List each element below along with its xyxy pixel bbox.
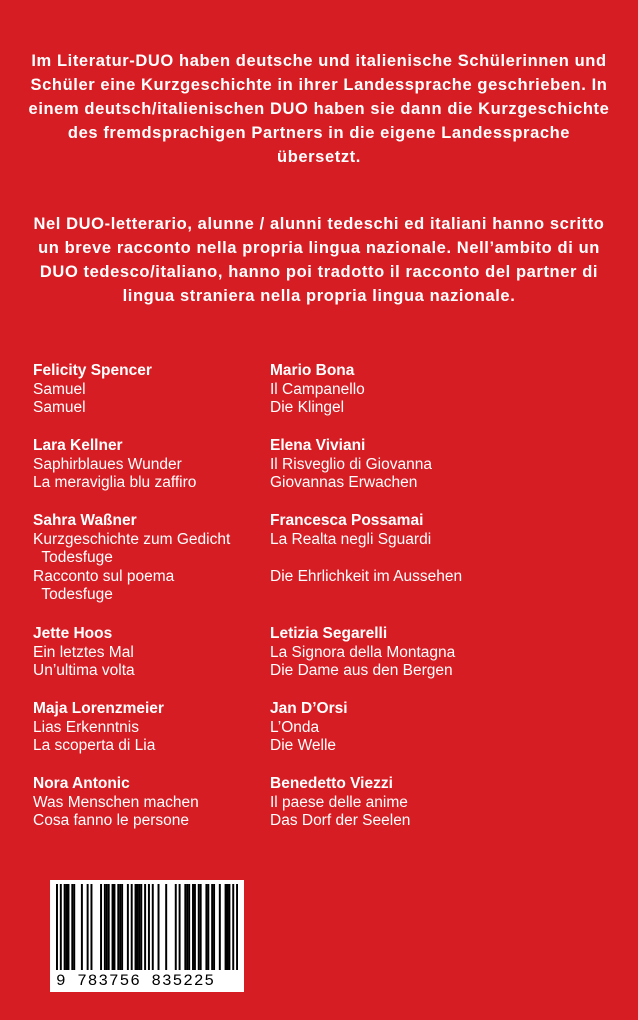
barcode-bar xyxy=(71,884,73,970)
barcode-bar xyxy=(138,884,140,970)
author-name: Sahra Waßner xyxy=(33,512,137,529)
story-title: Ein letztes Mal xyxy=(33,643,134,661)
author-entry xyxy=(270,775,530,850)
barcode-bar xyxy=(108,884,110,970)
intro-german-text: Im Literatur-DUO haben deutsche und italienische Schülerinnen und Schüler eine Kurzgeschichte in ihrer Landessprache geschrieben. In einem deutsch/italienischen DUO haben sie dann die Kurzgeschichte des fremdsprachigen Partners in die eigene Landessprache übersetzt. xyxy=(28,52,610,166)
author-name: Jan D’Orsi xyxy=(270,700,348,717)
barcode-bar xyxy=(67,884,69,970)
intro-italian xyxy=(24,212,614,308)
barcode-bar xyxy=(73,884,75,970)
story-translation-title: Die Dame aus den Bergen xyxy=(270,662,453,679)
intro-italian-text: Nel DUO-letterario, alunne / alunni tedeschi ed italiani hanno scritto un breve racconto nella propria lingua nazionale. Nell’ambito di un DUO tedesco/italiano, hanno poi tradotto il racconto del partner di lingua straniera nella propria lingua nazionale. xyxy=(33,215,605,305)
author-name: Elena Viviani xyxy=(270,437,366,454)
barcode-bar xyxy=(186,884,188,970)
story-translation-title: La meraviglia blu zaffiro xyxy=(33,474,197,491)
author-entry xyxy=(270,625,530,700)
barcode-bars-icon xyxy=(56,884,238,970)
story-title: Samuel xyxy=(33,380,86,398)
author-entry xyxy=(33,775,293,850)
barcode-bar xyxy=(236,884,238,970)
barcode-bar xyxy=(200,884,202,970)
author-name: Letizia Segarelli xyxy=(270,625,388,642)
barcode-bar xyxy=(66,884,68,970)
story-translation-title: Die Welle xyxy=(270,737,337,754)
story-title: Il paese delle anime xyxy=(270,793,408,811)
barcode-bar xyxy=(64,884,66,970)
barcode-bar xyxy=(144,884,146,970)
authors-right-column xyxy=(270,362,530,850)
story-title: La Signora della Montagna xyxy=(270,643,456,661)
barcode-bar xyxy=(192,884,194,970)
story-title: Lias Erkenntnis xyxy=(33,718,139,736)
barcode-bar xyxy=(131,884,133,970)
author-name: Lara Kellner xyxy=(33,437,123,454)
barcode-bar xyxy=(232,884,234,970)
story-title: Kurzgeschichte zum Gedicht Todesfuge xyxy=(33,530,231,566)
barcode-bar xyxy=(188,884,190,970)
author-entry xyxy=(33,362,293,437)
barcode-bar xyxy=(121,884,123,970)
barcode-bar xyxy=(179,884,181,970)
barcode-bar xyxy=(194,884,196,970)
barcode-bar xyxy=(158,884,160,970)
barcode-bar xyxy=(119,884,121,970)
author-entry xyxy=(33,625,293,700)
author-entry xyxy=(33,700,293,775)
barcode-bar xyxy=(207,884,209,970)
barcode-bar xyxy=(104,884,106,970)
barcode-bar xyxy=(140,884,142,970)
author-name: Felicity Spencer xyxy=(33,362,152,379)
barcode-bar xyxy=(228,884,230,970)
author-name: Francesca Possamai xyxy=(270,512,424,529)
story-translation-title: Racconto sul poema Todesfuge xyxy=(33,567,175,603)
barcode-bar xyxy=(127,884,129,970)
barcode-bar xyxy=(227,884,229,970)
barcode-bar xyxy=(148,884,150,970)
barcode-bar xyxy=(135,884,137,970)
barcode-bar xyxy=(112,884,114,970)
story-translation-title: Die Klingel xyxy=(270,399,345,416)
authors-left-column xyxy=(33,362,293,850)
author-entry xyxy=(270,437,530,512)
story-title: Was Menschen machen xyxy=(33,793,199,811)
barcode-bar xyxy=(113,884,115,970)
author-name: Nora Antonic xyxy=(33,775,130,792)
author-entry xyxy=(33,512,293,625)
story-translation-title: Giovannas Erwachen xyxy=(270,474,418,491)
barcode-bar xyxy=(100,884,102,970)
barcode-bar xyxy=(106,884,108,970)
author-entry xyxy=(33,437,293,512)
author-entry xyxy=(270,700,530,775)
story-title: Il Risveglio di Giovanna xyxy=(270,455,432,473)
barcode-bar xyxy=(117,884,119,970)
barcode-bar xyxy=(136,884,138,970)
author-name: Mario Bona xyxy=(270,362,355,379)
intro-german xyxy=(24,49,614,169)
barcode-bar xyxy=(225,884,227,970)
story-title: Il Campanello xyxy=(270,380,365,398)
story-title: La Realta negli Sguardi xyxy=(270,530,432,548)
barcode-bar xyxy=(90,884,92,970)
barcode-bar xyxy=(152,884,154,970)
story-translation-title: Das Dorf der Seelen xyxy=(270,812,411,829)
author-name: Jette Hoos xyxy=(33,625,113,642)
story-title: L’Onda xyxy=(270,718,320,736)
barcode-bar xyxy=(205,884,207,970)
barcode-bar xyxy=(213,884,215,970)
story-translation-title: Samuel xyxy=(33,399,86,416)
barcode-bar xyxy=(56,884,58,970)
barcode-bar xyxy=(87,884,89,970)
story-translation-title: Die Ehrlichkeit im Aussehen xyxy=(270,567,463,585)
author-name: Maja Lorenzmeier xyxy=(33,700,164,717)
isbn-barcode xyxy=(50,880,244,992)
author-name: Benedetto Viezzi xyxy=(270,775,393,792)
barcode-digits: 9 783756 835225 xyxy=(56,972,216,990)
author-entry xyxy=(270,512,530,625)
author-entry xyxy=(270,362,530,437)
barcode-bar xyxy=(165,884,167,970)
barcode-bar xyxy=(60,884,62,970)
barcode-bar xyxy=(219,884,221,970)
barcode-bar xyxy=(198,884,200,970)
story-translation-title: Un’ultima volta xyxy=(33,662,135,679)
story-title: Saphirblaues Wunder xyxy=(33,455,182,473)
barcode-bar xyxy=(184,884,186,970)
barcode-bar xyxy=(211,884,213,970)
story-translation-title: Cosa fanno le persone xyxy=(33,812,189,829)
story-translation-title: La scoperta di Lia xyxy=(33,737,156,754)
barcode-bar xyxy=(81,884,83,970)
barcode-bar xyxy=(175,884,177,970)
